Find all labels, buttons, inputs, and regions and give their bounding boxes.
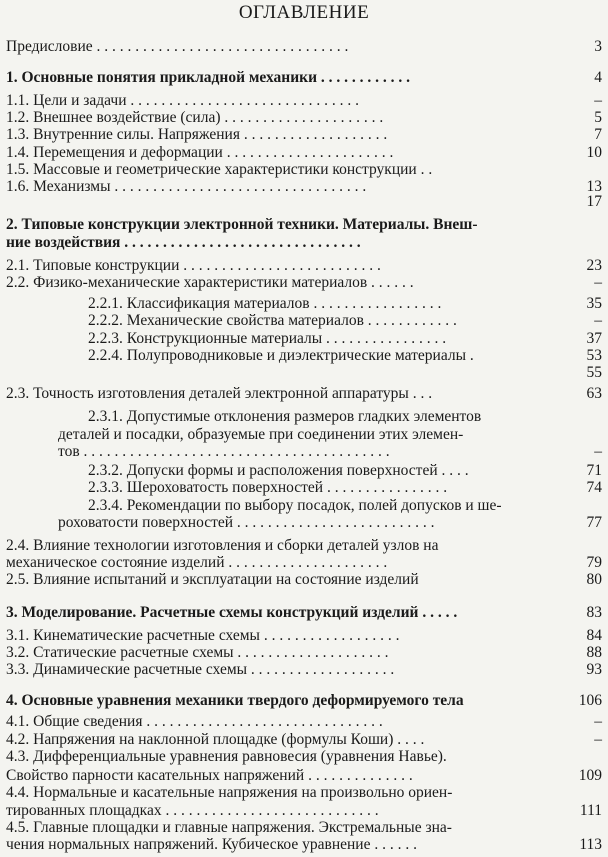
toc-heading: ОГЛАВЛЕНИЕ xyxy=(238,2,370,23)
toc-page: ОГЛАВЛЕНИЕ Предисловие . . . . . . . . . . . . . . . . . . . . . . . . . . . . . . . . . 3 1. Основные понятия прикладной механики . . . . . . . . . . . . 4 1.1. Цели и задачи . . . . . . . . . . . . . . . . . . . . . . . . . . . . . . – 1.2. Внешнее воздействие (сила) . . . . . . . . . . . . . . . . . . . . . 5 1.3. Внутренние силы. Напряжения . . . . . . . . . . . . . . . . . . . 7 1.4. Перемещения и деформации . . . . . . . . . . . . . . . . . . . . . . 10 1.5. Массовые и геометрические характеристики конструкции . . 1.6. Механизмы . . . . . . . . . . . . . . . . . . . . . . . . . . . . . . . . . 13 17 2. Типовые конструкции электронной техники. Материалы. Внеш- ние воздействия . . . . . . . . . . . . . . . . . . . . . . . . . . . . . . . 2.1. Типовые конструкции . . . . . . . . . . . . . . . . . . . . . . . . . . 23 2.2. Физико-механические характеристики материалов . . . . . . – 2.2.1. Классификация материалов . . . . . . . . . . . . . . . . . 35 2.2.2. Механические свойства материалов . . . . . . . . . . . . – 2.2.3. Конструкционные материалы . . . . . . . . . . . . . . . . 37 2.2.4. Полупроводниковые и диэлектрические материалы . 53 55 2.3. Точность изготовления деталей электронной аппаратуры . . . 63 2.3.1. Допустимые отклонения размеров гладких элементов деталей и посадки, образуемые при соединении этих элемен- тов . . . . . . . . . . . . . . . . . . . . . . . . . . . . . . . . . . . . . . . . – 2.3.2. Допуски формы и расположения поверхностей . . . . 71 2.3.3. Шероховатость поверхностей . . . . . . . . . . . . . . . . 74 2.3.4. Рекомендации по выбору посадок, полей допусков и ше- роховатости поверхностей . . . . . . . . . . . . . . . . . . . . . . . . . . 77 2.4. Влияние технологии изготовления и сборки деталей узлов на механическое состояние изделий . . . . . . . . . . . . . . . . . . . . . 79 2.5. Влияние испытаний и эксплуатации на состояние изделий 80 3. Моделирование. Расчетные схемы конструкций изделий . . . . . 83 3.1. Кинематические расчетные схемы . . . . . . . . . . . . . . . . . . 84 3.2. Статические расчетные схемы . . . . . . . . . . . . . . . . . . . . 88 3.3. Динамические расчетные схемы . . . . . . . . . . . . . . . . . . . 93 4. Основные уравнения механики твердого деформируемого тела 106 4.1. Общие сведения . . . . . . . . . . . . . . . . . . . . . . . . . . . . . . . – 4.2. Напряжения на наклонной площадке (формулы Коши) . . . . – 4.3. Дифференциальные уравнения равновесия (уравнения Навье). Свойство парности касательных напряжений . . . . . . . . . . . . . . 109 4.4. Нормальные и касательные напряжения на произвольно ориен- тированных площадках . . . . . . . . . . . . . . . . . . . . . . . . . . . . 111 4.5. Главные площадки и главные напряжения. Экстремальные зна- чения нормальных напряжений. Кубическое уравнение . . . . . . 113 xyxy=(0,0,608,857)
